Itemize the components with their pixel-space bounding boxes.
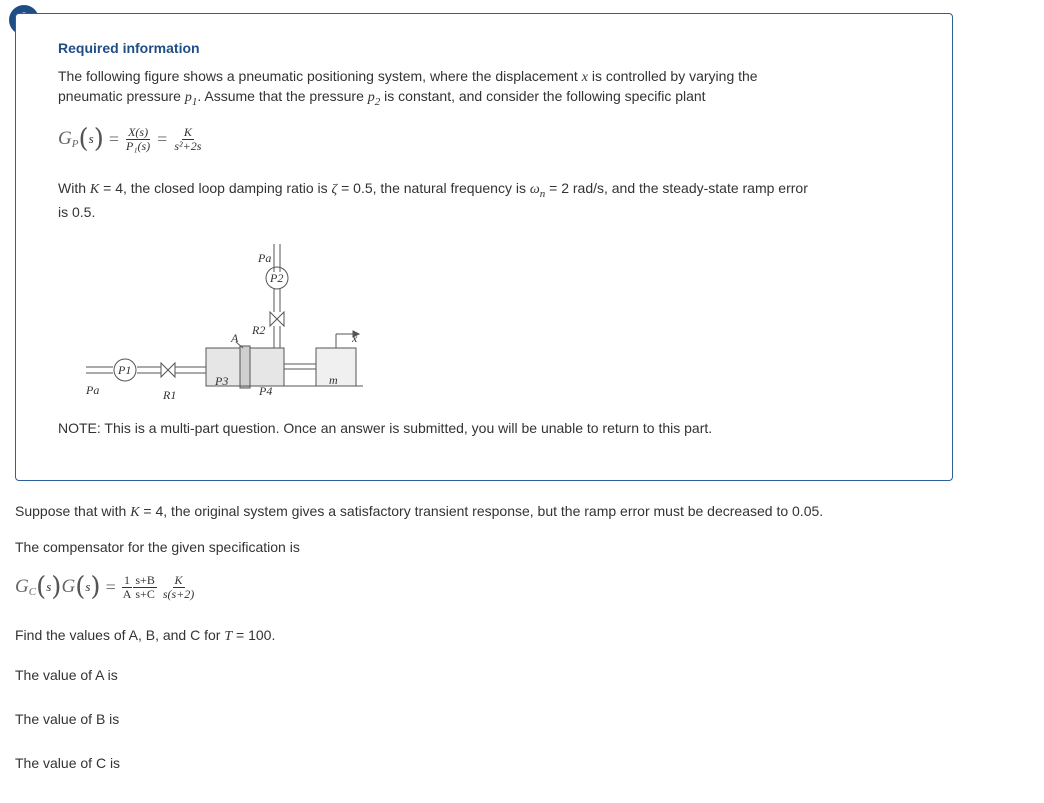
label-r1: R1	[163, 388, 177, 402]
compensator-equation: $G_C(s)G(s)$ = $\frac{1}{A}$ $\frac{s+B}{s+C}$ $\frac{K}{s(s+2)}$	[15, 572, 195, 602]
label-p1: P1	[118, 363, 132, 377]
with-k-paragraph: With K = 4, the closed loop damping ratio is ζ = 0.5, the natural frequency is $\omega_n = 2$ rad/s, and the steady-state ramp error is 0.5.	[58, 180, 808, 220]
label-p4: P4	[259, 384, 273, 398]
required-info-box	[15, 13, 953, 481]
label-pa-top: Pa	[258, 251, 272, 265]
note-text: NOTE: This is a multi-part question. Once an answer is submitted, you will be unable to return to this part.	[58, 420, 713, 436]
label-pa-left: Pa	[86, 383, 100, 397]
answer-c-label: The value of C is	[15, 755, 121, 771]
find-paragraph: Find the values of A, B, and C for T = 100.	[15, 627, 276, 644]
label-a: A	[231, 331, 239, 345]
label-m: m	[329, 373, 338, 387]
label-p3: P3	[215, 374, 229, 388]
compensator-text: The compensator for the given specification is	[15, 539, 300, 555]
intro-paragraph: The following figure shows a pneumatic positioning system, where the displacement x is controlled by varying the pneumatic pressure $p_1$. Assume that the pressure $p_2$ is constant, and consider the following specific plant	[58, 68, 758, 108]
answer-a-label: The value of A is	[15, 667, 118, 683]
label-x: x	[352, 331, 358, 345]
answer-b-label: The value of B is	[15, 711, 120, 727]
info-title: Required information	[58, 40, 200, 56]
pneumatic-system-diagram	[58, 242, 378, 402]
label-p2: P2	[270, 271, 284, 285]
label-r2: R2	[252, 323, 266, 337]
suppose-paragraph: Suppose that with K = 4, the original system gives a satisfactory transient response, but the ramp error must be decreased to 0.05.	[15, 503, 824, 520]
plant-equation: $G_P(s)$ = $\frac{X(s)}{\text{P₁(s)}}$ = $\frac{K}{\text{s²+2s}}$	[58, 124, 202, 154]
